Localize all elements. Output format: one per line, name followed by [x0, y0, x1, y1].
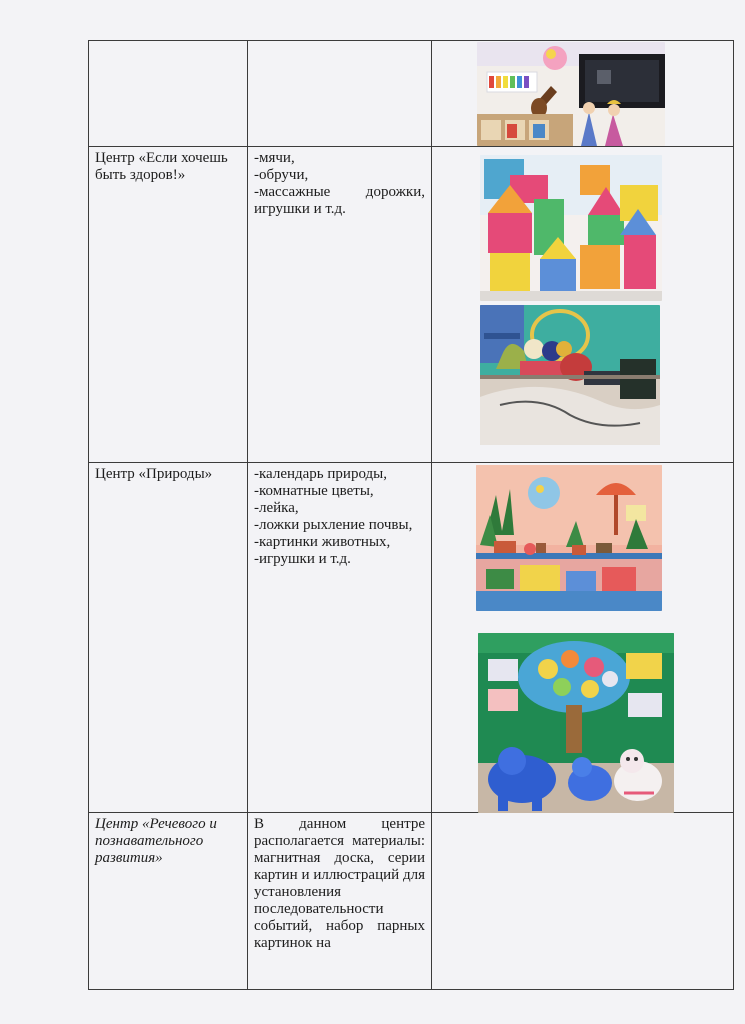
plants-shelf-photo [476, 465, 662, 611]
materials-list [254, 150, 425, 218]
soft-blocks-photo [480, 155, 662, 301]
photo-cell [432, 41, 734, 147]
materials-cell [248, 463, 432, 813]
music-corner-photo [477, 42, 665, 146]
materials-list [254, 466, 425, 568]
list-item: -игрушки и т.д. [254, 551, 351, 567]
table-row [89, 813, 734, 990]
list-item: -массажные дорожки, [254, 184, 425, 200]
list-item: -мячи, [254, 150, 295, 166]
materials-cell [248, 147, 432, 463]
center-description: В данном центре располагается материалы: магнитная доска, серии картин и иллюстраций для установления последовательности событий, набор парных картинок на [254, 816, 425, 951]
list-item: -ложки рыхление почвы, [254, 517, 413, 533]
list-item: -комнатные цветы, [254, 483, 374, 499]
centers-table [88, 40, 734, 990]
photo-cell [432, 147, 734, 463]
sports-corner-photo [480, 305, 660, 445]
list-item: -картинки животных, [254, 534, 391, 550]
table-row [89, 41, 734, 147]
center-name-cell: Центр «Природы» [89, 463, 248, 813]
table-row [89, 463, 734, 813]
photo-cell [432, 813, 734, 990]
materials-cell [248, 813, 432, 990]
list-item: игрушки и т.д. [254, 201, 346, 217]
list-item: -лейка, [254, 500, 299, 516]
materials-cell [248, 41, 432, 147]
tree-wall-photo [478, 633, 674, 813]
center-name-cell: Центр «Речевого и познавательного развития» [89, 813, 248, 990]
list-item: -календарь природы, [254, 466, 387, 482]
table-row [89, 147, 734, 463]
list-item: -обручи, [254, 167, 309, 183]
photo-cell [432, 463, 734, 813]
center-name-cell [89, 41, 248, 147]
center-name-cell: Центр «Если хочешь быть здоров!» [89, 147, 248, 463]
